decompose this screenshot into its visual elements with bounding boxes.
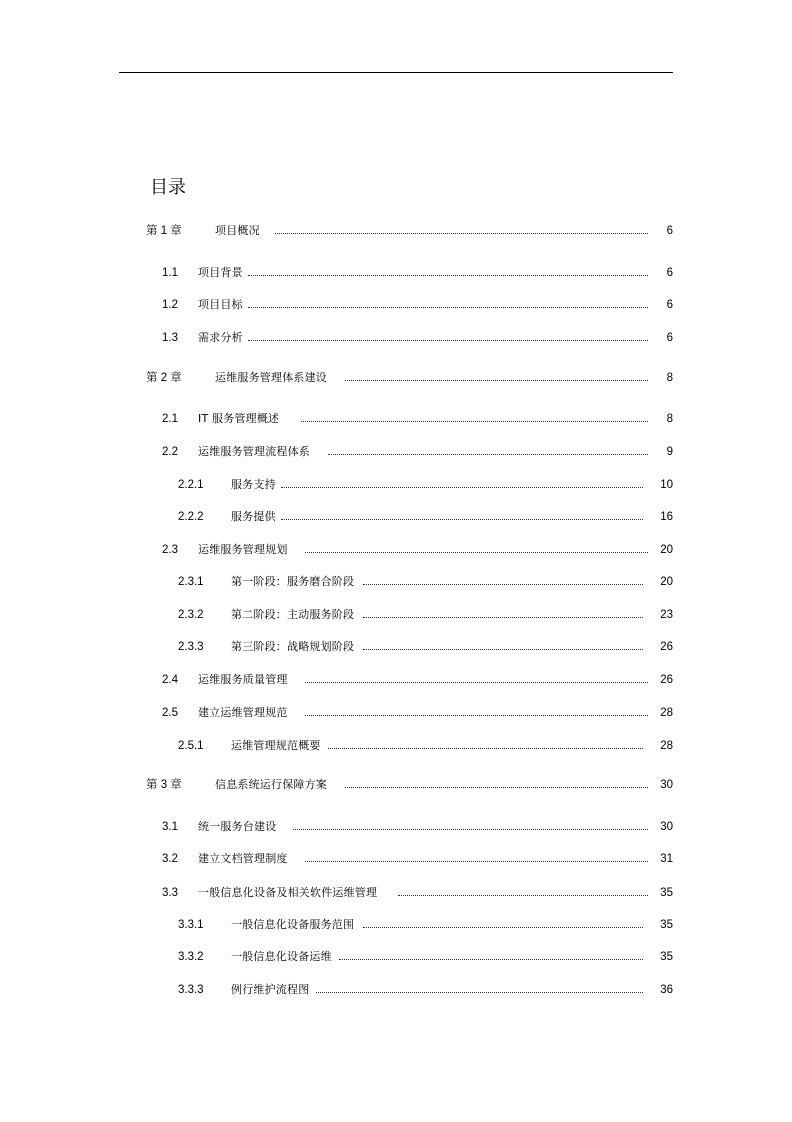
toc-heading: 目录: [150, 177, 186, 198]
toc-entry-page: 35: [660, 887, 673, 899]
toc-entry[interactable]: [0, 541, 792, 559]
toc-entry-number: 2.3.3: [178, 641, 204, 653]
toc-entry[interactable]: [0, 948, 792, 966]
toc-leader-dots: [345, 380, 648, 381]
toc-entry-title: 项目概况: [215, 224, 260, 237]
toc-leader-dots: [363, 584, 643, 585]
toc-entry-number: 第 1 章: [146, 225, 182, 237]
toc-entry[interactable]: [0, 850, 792, 868]
toc-entry-title: 信息系统运行保障方案: [215, 778, 327, 791]
toc-entry-title: 运维服务管理规划: [198, 543, 288, 556]
toc-entry-number: 2.2.2: [178, 511, 204, 523]
toc-entry[interactable]: [0, 329, 792, 347]
toc-entry[interactable]: [0, 222, 792, 240]
toc-leader-dots: [305, 861, 648, 862]
toc-entry-page: 10: [660, 479, 673, 491]
toc-entry[interactable]: [0, 884, 792, 902]
toc-entry-page: 16: [660, 511, 673, 523]
toc-entry-page: 28: [660, 707, 673, 719]
toc-leader-dots: [363, 649, 643, 650]
toc-entry-page: 9: [666, 446, 673, 458]
toc-entry-title: 统一服务台建设: [198, 820, 277, 833]
toc-entry-page: 26: [660, 674, 673, 686]
toc-entry-number: 3.3.1: [178, 919, 204, 931]
toc-leader-dots: [363, 617, 643, 618]
toc-entry-page: 35: [660, 951, 673, 963]
toc-leader-dots: [363, 927, 643, 928]
toc-entry-number: 第 2 章: [146, 372, 182, 384]
toc-entry-number: 3.2: [162, 853, 178, 865]
toc-entry-number: 3.1: [162, 821, 178, 833]
toc-entry-page: 26: [660, 641, 673, 653]
toc-leader-dots: [305, 682, 648, 683]
toc-entry-title: 运维服务管理流程体系: [198, 445, 310, 458]
toc-entry-page: 36: [660, 984, 673, 996]
toc-entry-number: 第 3 章: [146, 779, 182, 791]
toc-entry-title: 第三阶段：战略规划阶段: [231, 640, 355, 653]
toc-entry-page: 28: [660, 740, 673, 752]
toc-entry-number: 1.1: [162, 267, 178, 279]
toc-leader-dots: [281, 519, 643, 520]
toc-entry-title: 服务提供: [231, 510, 276, 523]
toc-entry-title: IT 服务管理概述: [198, 412, 280, 425]
toc-leader-dots: [345, 787, 648, 788]
toc-entry-page: 6: [666, 332, 673, 344]
toc-entry[interactable]: [0, 671, 792, 689]
toc-leader-dots: [281, 487, 643, 488]
toc-entry[interactable]: [0, 296, 792, 314]
toc-entry[interactable]: [0, 476, 792, 494]
toc-entry[interactable]: [0, 916, 792, 934]
toc-entry-page: 23: [660, 609, 673, 621]
toc-entry-page: 30: [660, 821, 673, 833]
toc-entry-title: 一般信息化设备服务范围: [231, 918, 355, 931]
toc-entry[interactable]: [0, 638, 792, 656]
toc-entry-number: 2.3.2: [178, 609, 204, 621]
toc-leader-dots: [275, 233, 648, 234]
toc-entry[interactable]: [0, 264, 792, 282]
toc-leader-dots: [398, 895, 648, 896]
toc-entry[interactable]: [0, 704, 792, 722]
toc-entry-title: 建立文档管理制度: [198, 852, 288, 865]
toc-entry-number: 2.3.1: [178, 576, 204, 588]
toc-entry-title: 需求分析: [198, 331, 243, 344]
toc-entry[interactable]: [0, 508, 792, 526]
toc-leader-dots: [339, 959, 643, 960]
toc-entry-page: 8: [666, 372, 673, 384]
toc-entry-title: 例行维护流程图: [231, 983, 310, 996]
toc-entry-number: 2.2.1: [178, 479, 204, 491]
toc-entry[interactable]: [0, 573, 792, 591]
toc-entry-title: 项目背景: [198, 266, 243, 279]
toc-entry-number: 1.3: [162, 332, 178, 344]
toc-entry[interactable]: [0, 606, 792, 624]
toc-leader-dots: [301, 421, 648, 422]
toc-entry-title: 服务支持: [231, 478, 276, 491]
toc-entry-title: 第二阶段：主动服务阶段: [231, 608, 355, 621]
toc-entry-number: 2.3: [162, 544, 178, 556]
toc-leader-dots: [316, 992, 643, 993]
toc-entry[interactable]: [0, 443, 792, 461]
toc-leader-dots: [248, 275, 648, 276]
toc-entry-number: 2.1: [162, 413, 178, 425]
toc-leader-dots: [248, 307, 648, 308]
toc-entry-title: 第一阶段：服务磨合阶段: [231, 575, 355, 588]
toc-entry[interactable]: [0, 369, 792, 387]
toc-entry-title: 一般信息化设备运维: [231, 950, 332, 963]
toc-entry-page: 6: [666, 267, 673, 279]
toc-entry[interactable]: [0, 410, 792, 428]
toc-entry-page: 30: [660, 779, 673, 791]
toc-entry[interactable]: [0, 818, 792, 836]
toc-entry[interactable]: [0, 776, 792, 794]
toc-entry-page: 8: [666, 413, 673, 425]
toc-leader-dots: [293, 829, 648, 830]
toc-entry-title: 运维管理规范概要: [231, 739, 321, 752]
toc-entry-title: 项目目标: [198, 298, 243, 311]
toc-entry-title: 建立运维管理规范: [198, 706, 288, 719]
toc-entry-title: 一般信息化设备及相关软件运维管理: [198, 886, 378, 899]
toc-entry[interactable]: [0, 737, 792, 755]
toc-entry-title: 运维服务质量管理: [198, 673, 288, 686]
toc-leader-dots: [328, 454, 648, 455]
toc-entry[interactable]: [0, 981, 792, 999]
toc-entry-number: 2.5.1: [178, 740, 204, 752]
toc-entry-page: 35: [660, 919, 673, 931]
toc-entry-number: 1.2: [162, 299, 178, 311]
toc-entry-page: 20: [660, 576, 673, 588]
toc-entry-number: 3.3: [162, 887, 178, 899]
toc-entry-number: 3.3.3: [178, 984, 204, 996]
toc-leader-dots: [328, 748, 643, 749]
toc-entry-page: 6: [666, 299, 673, 311]
toc-leader-dots: [305, 552, 648, 553]
toc-entry-page: 6: [666, 225, 673, 237]
toc-leader-dots: [248, 340, 648, 341]
toc-entry-number: 2.4: [162, 674, 178, 686]
toc-leader-dots: [305, 715, 648, 716]
toc-entry-page: 31: [660, 853, 673, 865]
toc-entry-number: 2.2: [162, 446, 178, 458]
toc-entry-number: 3.3.2: [178, 951, 204, 963]
toc-entry-number: 2.5: [162, 707, 178, 719]
toc-entry-title: 运维服务管理体系建设: [215, 371, 327, 384]
toc-entry-page: 20: [660, 544, 673, 556]
